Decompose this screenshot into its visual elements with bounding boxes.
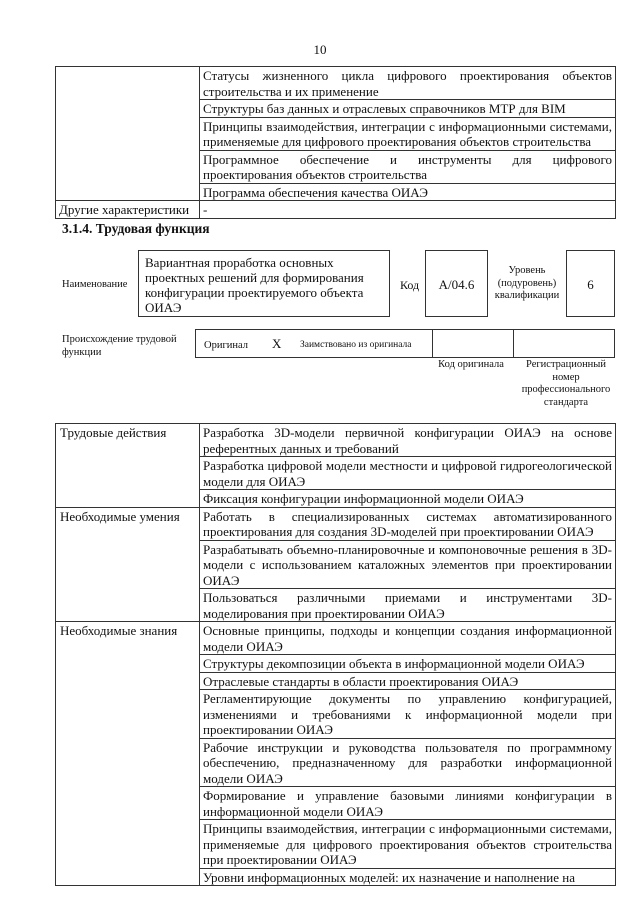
top-table-row: Статусы жизненного цикла цифрового проектирования объектов строительства и их применение xyxy=(200,67,616,100)
origin-label: Происхождение трудовой функции xyxy=(62,334,177,358)
table-row: Принципы взаимодействия, интеграции с информационными системами, применяемые для цифрового проектирования объектов строительства при проектировании ОИАЭ xyxy=(200,820,616,869)
other-characteristics-label: Другие характеристики xyxy=(56,201,200,219)
code-value: A/04.6 xyxy=(425,250,488,317)
table-row: Основные принципы, подходы и концепции создания информационной модели ОИАЭ xyxy=(200,622,616,655)
top-table-row: Принципы взаимодействия, интеграции с информационными системами, применяемые для цифрового проектирования объектов строительства xyxy=(200,117,616,150)
table-row: Разработка цифровой модели местности и цифровой гидрогеологической модели для ОИАЭ xyxy=(200,457,616,490)
main-table xyxy=(55,423,616,886)
name-value: Вариантная проработка основных проектных решений для формирования конфигурации проектируемого объекта ОИАЭ xyxy=(138,250,390,317)
reg-number-caption: Регистрационный номер профессионального стандарта xyxy=(521,359,611,408)
page-number: 10 xyxy=(313,42,327,57)
table-row: Уровни информационных моделей: их назначение и наполнение на xyxy=(200,868,616,886)
code-label: Код xyxy=(400,278,420,292)
top-table-row: Программа обеспечения качества ОИАЭ xyxy=(200,183,616,201)
table-row: Разработка 3D-модели первичной конфигурации ОИАЭ на основе референтных данных и требований xyxy=(200,424,616,457)
table-row: Пользоваться различными приемами и инструментами 3D-моделирования при проектировании ОИАЭ xyxy=(200,589,616,622)
top-table xyxy=(55,66,616,219)
section-label-skills: Необходимые умения xyxy=(56,507,200,622)
section-heading: 3.1.4. Трудовая функция xyxy=(62,221,210,236)
level-value: 6 xyxy=(566,250,615,317)
section-label-actions: Трудовые действия xyxy=(56,424,200,508)
table-row: Регламентирующие документы по управлению конфигурацией, изменениями и требованиями к информационной модели при проектировании ОИАЭ xyxy=(200,690,616,739)
top-table-row: Структуры баз данных и отраслевых справочников МТР для BIM xyxy=(200,100,616,118)
table-row: Фиксация конфигурации информационной модели ОИАЭ xyxy=(200,490,616,508)
name-label: Наименование xyxy=(62,279,128,290)
table-row: Работать в специализированных системах автоматизированного проектирования для создания 3D-моделей при проектировании ОИАЭ xyxy=(200,507,616,540)
origin-divider xyxy=(513,330,514,357)
origin-borrowed: Заимствовано из оригинала xyxy=(300,340,412,350)
origin-divider xyxy=(432,330,433,357)
top-table-row: Программное обеспечение и инструменты для цифрового проектирования объектов строительства xyxy=(200,150,616,183)
table-row: Формирование и управление базовыми линиями конфигурации в информационной модели ОИАЭ xyxy=(200,787,616,820)
table-row: Отраслевые стандарты в области проектирования ОИАЭ xyxy=(200,672,616,690)
origin-original: Оригинал xyxy=(204,340,248,351)
other-characteristics-value: - xyxy=(200,201,616,219)
section-label-knowledge: Необходимые знания xyxy=(56,622,200,886)
origin-mark: X xyxy=(272,336,282,351)
top-table-left-cell xyxy=(56,67,200,201)
table-row: Структуры декомпозиции объекта в информационной модели ОИАЭ xyxy=(200,655,616,673)
level-label: Уровень (подуровень) квалификации xyxy=(494,265,560,301)
table-row: Разрабатывать объемно-планировочные и компоновочные решения в 3D-модели с использованием каталожных элементов при проектировании ОИАЭ xyxy=(200,540,616,589)
table-row: Рабочие инструкции и руководства пользователя по программному обеспечению, предназначенному для разработки информационной модели ОИАЭ xyxy=(200,738,616,787)
code-original-caption: Код оригинала xyxy=(438,359,504,370)
origin-box xyxy=(195,329,615,358)
